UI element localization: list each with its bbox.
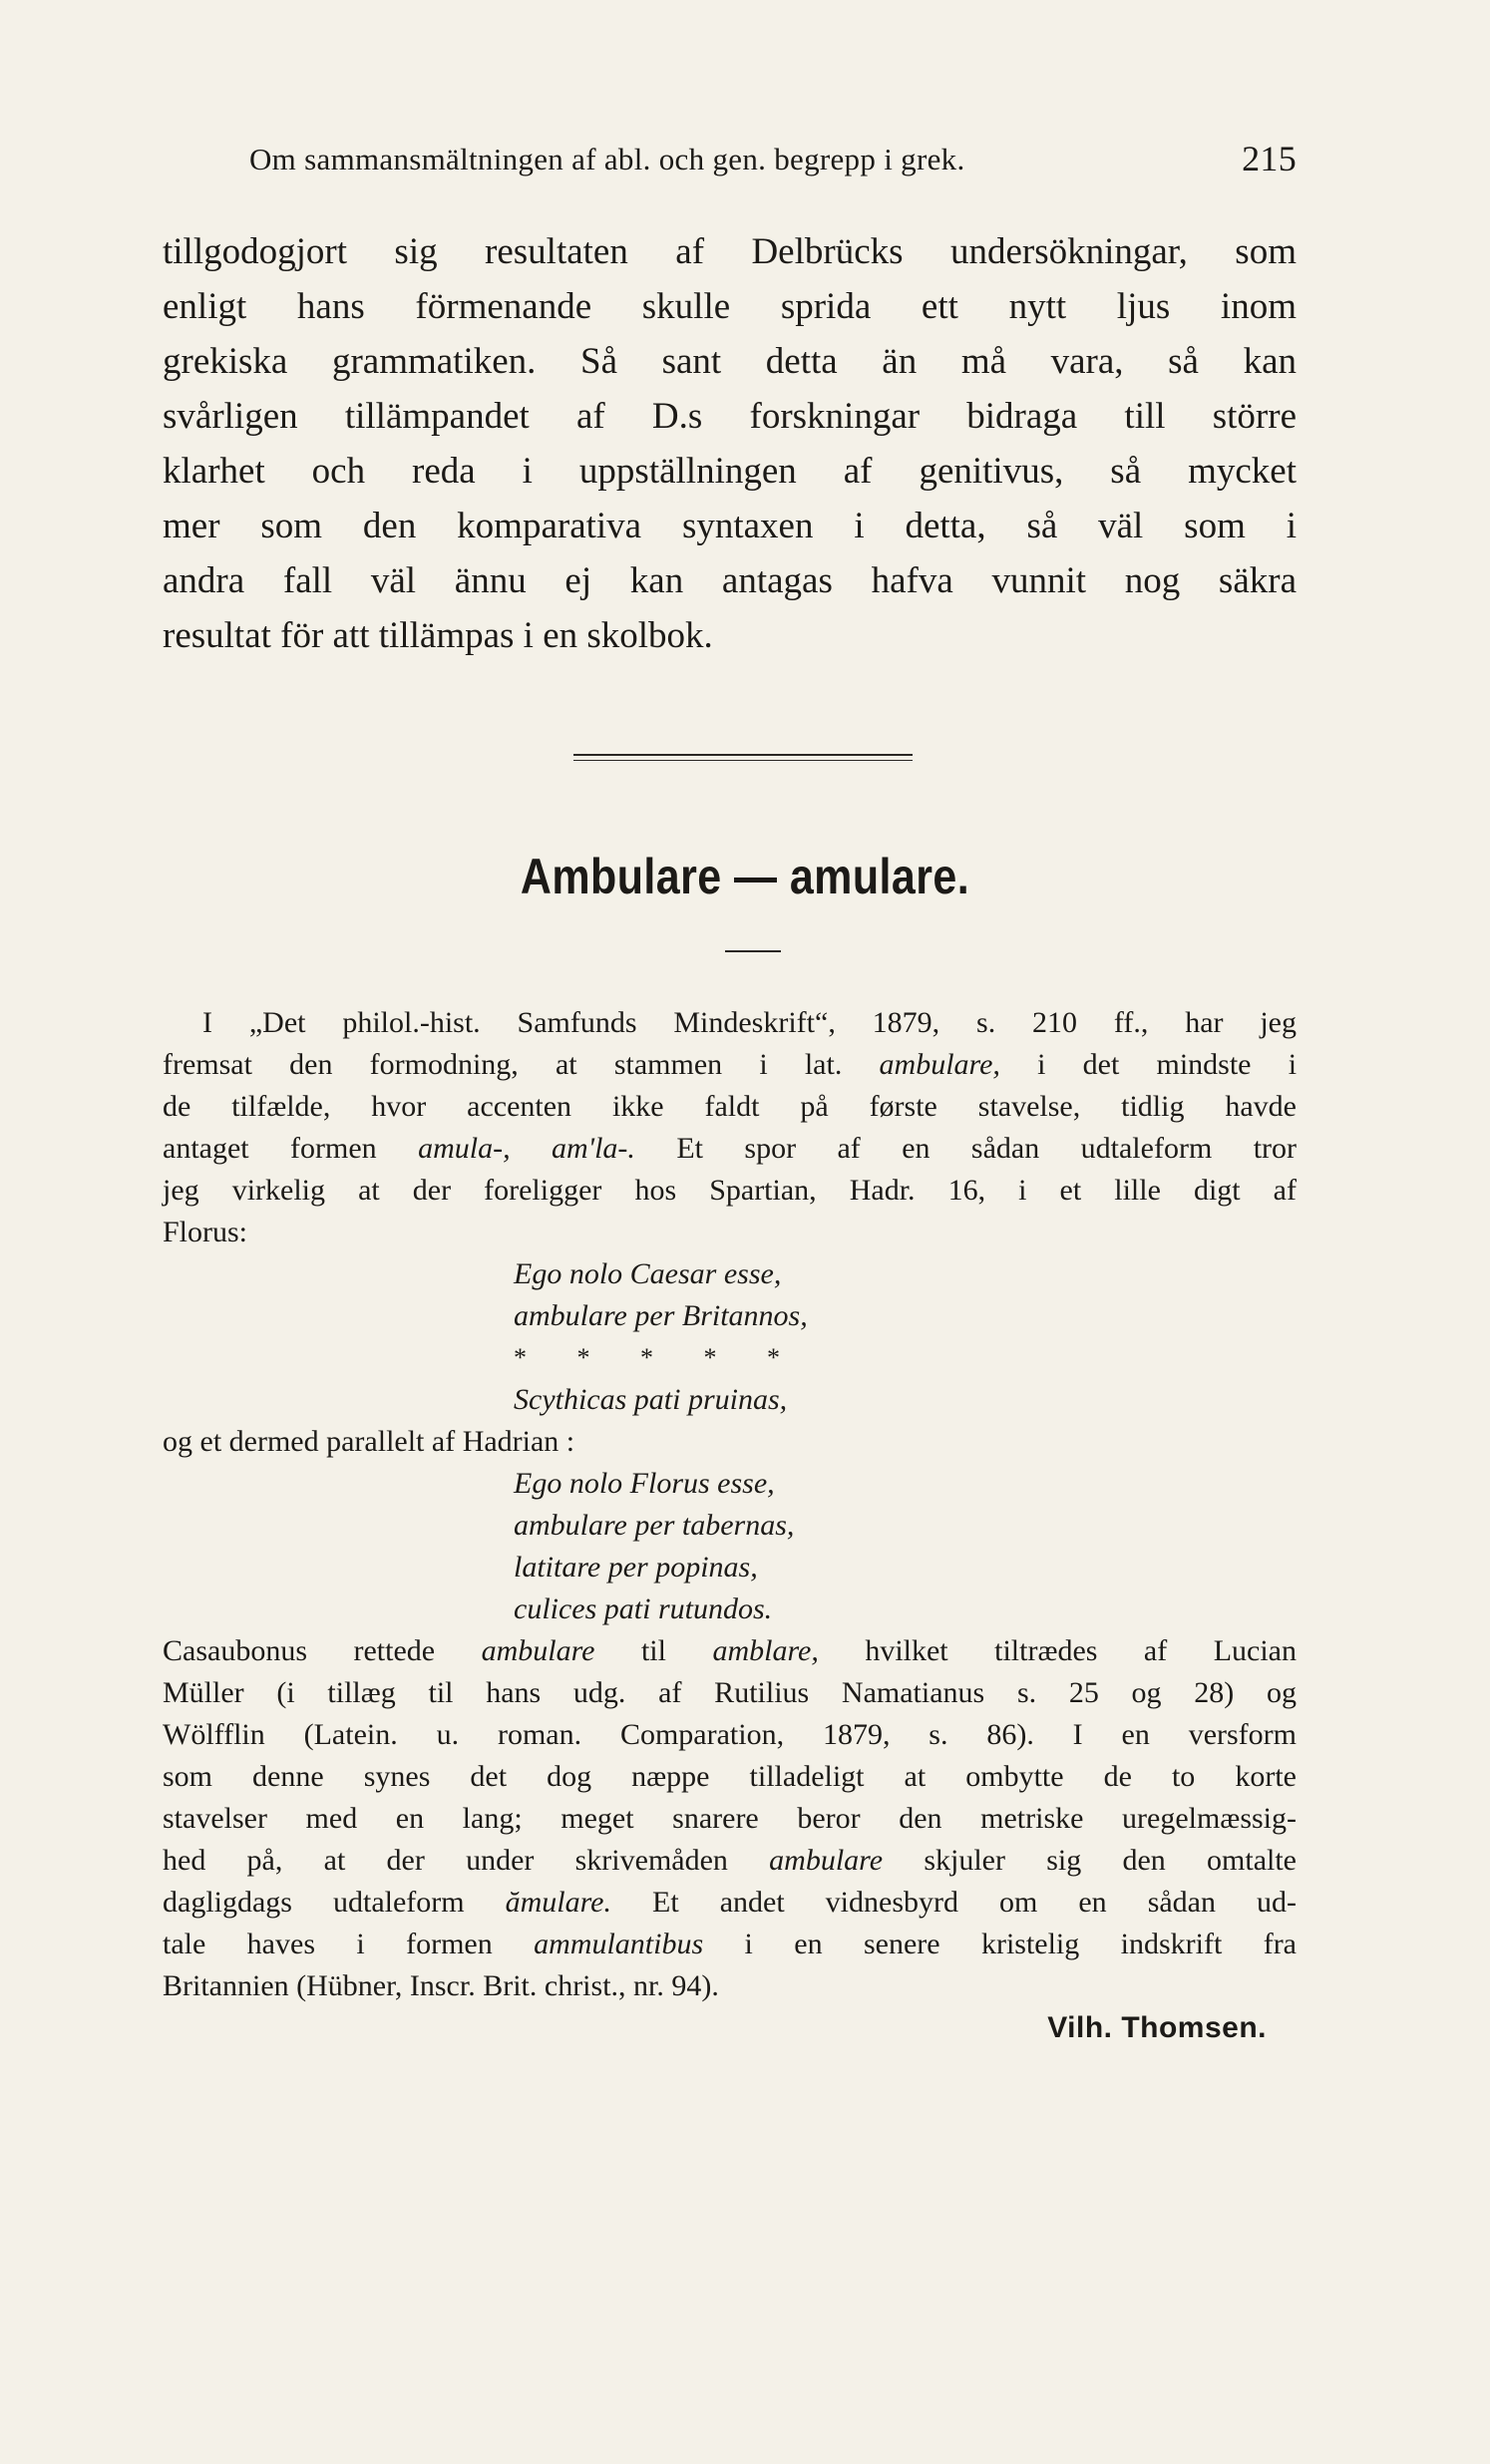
text-line: tillgodogjort sig resultaten af Delbrücks undersökningar, som	[163, 231, 1297, 272]
text-line: resultat för att tillämpas i en skolbok.	[163, 615, 713, 656]
author-signature: Vilh. Thomsen.	[1047, 2011, 1267, 2044]
running-header	[249, 139, 1297, 178]
text-line: fremsat den formodning, at stammen i lat. ambulare, i det mindste i	[163, 1048, 1298, 1081]
poem-line: Ego nolo Caesar esse,	[514, 1257, 782, 1290]
text-line: mer som den komparativa syntaxen i detta, så väl som i	[163, 506, 1297, 546]
text-line: dagligdags udtaleform ămulare. Et andet vidnesbyrd om en sådan ud-	[163, 1886, 1298, 1919]
poem-line: ambulare per tabernas,	[514, 1509, 795, 1542]
text-line: stavelser med en lang; meget snarere beror den metriske uregelmæssig-	[163, 1802, 1297, 1835]
poem-line: Scythicas pati pruinas,	[514, 1383, 788, 1416]
poem-hadrian	[514, 1463, 1297, 1630]
text-line: andra fall väl ännu ej kan antagas hafva vunnit nog säkra	[163, 560, 1297, 601]
text-line: klarhet och reda i uppställningen af genitivus, så mycket	[163, 451, 1297, 492]
poem-florus-end	[514, 1379, 1297, 1421]
article-body	[163, 1002, 1297, 2049]
section-title: Ambulare — amulare.	[520, 849, 970, 904]
poem-line: Ego nolo Florus esse,	[514, 1467, 775, 1500]
poem-line: latitare per popinas,	[514, 1551, 758, 1584]
poem-line: ambulare per Britannos,	[514, 1299, 808, 1332]
text-line: hed på, at der under skrivemåden ambulare skjuler sig den omtalte	[163, 1844, 1297, 1877]
title-rule	[725, 950, 781, 952]
text-line: de tilfælde, hvor accenten ikke faldt på første stavelse, tidlig havde	[163, 1090, 1297, 1123]
text-line: Müller (i tillæg til hans udg. af Rutilius Namatianus s. 25 og 28) og	[163, 1676, 1297, 1709]
text-line: svårligen tillämpandet af D.s forskningar bidraga till större	[163, 396, 1297, 437]
omission-asterisks: * * * * *	[514, 1343, 802, 1372]
page-number: 215	[1242, 139, 1297, 178]
text-line: som denne synes det dog næppe tilladeligt at ombytte de to korte	[163, 1760, 1297, 1793]
poem-line: culices pati rutundos.	[514, 1592, 773, 1625]
running-title: Om sammansmältningen af abl. och gen. begrepp i grek.	[249, 142, 965, 176]
text-line: tale haves i formen ammulantibus i en senere kristelig indskrift fra	[163, 1928, 1297, 1960]
text-line: Britannien (Hübner, Inscr. Brit. christ., nr. 94).	[163, 1969, 719, 2002]
intro-paragraph	[163, 224, 1297, 663]
section-divider	[573, 754, 913, 761]
text-line: Wölfflin (Latein. u. roman. Comparation, 1879, s. 86). I en versform	[163, 1718, 1297, 1751]
text-line: og et dermed parallelt af Hadrian :	[163, 1425, 575, 1458]
text-line: antaget formen amula-, am'la-. Et spor af en sådan udtaleform tror	[163, 1132, 1298, 1165]
text-line: enligt hans förmenande skulle sprida ett nytt ljus inom	[163, 286, 1297, 327]
poem-florus	[514, 1253, 1297, 1337]
text-line: jeg virkelig at der foreligger hos Spartian, Hadr. 16, i et lille digt af	[163, 1174, 1297, 1207]
text-line: Casaubonus rettede ambulare til amblare, hvilket tiltrædes af Lucian	[163, 1634, 1298, 1667]
text-line: Florus:	[163, 1216, 248, 1248]
text-line: grekiska grammatiken. Så sant detta än må vara, så kan	[163, 341, 1297, 382]
text-line: I „Det philol.-hist. Samfunds Mindeskrift“, 1879, s. 210 ff., har jeg	[202, 1006, 1297, 1039]
